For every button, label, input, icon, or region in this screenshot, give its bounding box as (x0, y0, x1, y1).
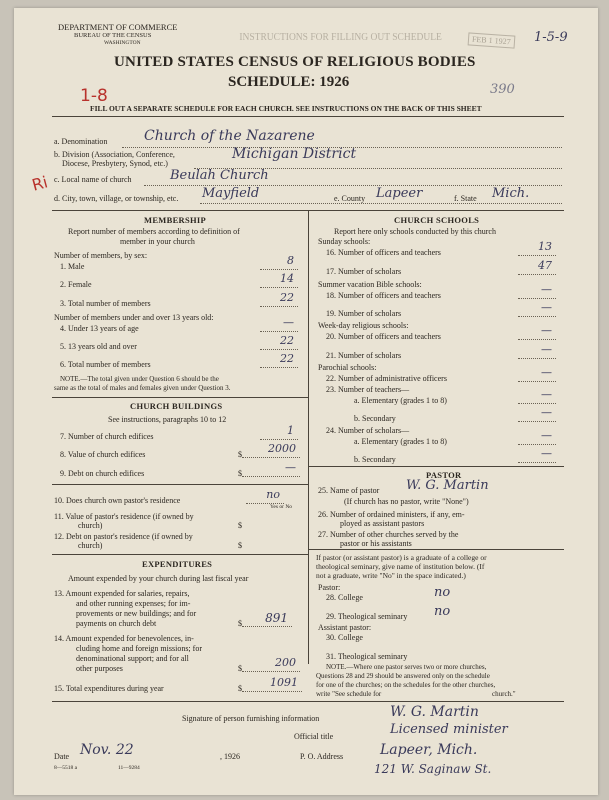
q1-value: 8 (287, 254, 294, 267)
local-name-label: c. Local name of church (54, 175, 132, 184)
q14-label-2: cluding home and foreign missions; for (76, 644, 202, 653)
answer-line (518, 462, 556, 463)
rule (52, 397, 308, 398)
state-label: f. State (454, 194, 477, 203)
q21-label: 21. Number of scholars (326, 351, 402, 360)
corner-note: 1-5-9 (534, 30, 568, 45)
answer-line (242, 671, 300, 672)
answer-line (260, 439, 298, 440)
dollar-sign: $ (238, 619, 242, 628)
instruction-2: theological seminary, give name of institution below. (If (316, 562, 485, 571)
dollar-sign: $ (238, 450, 242, 459)
answer-line (260, 349, 298, 350)
q20-value: — (541, 324, 552, 337)
q7-label: 7. Number of church edifices (60, 432, 154, 441)
pastor-note-2: Questions 28 and 29 should be answered only on the schedule (316, 672, 490, 680)
county-label: e. County (334, 194, 366, 203)
division-label: b. Division (Association, Conference, (54, 150, 175, 159)
denomination-label: a. Denomination (54, 137, 108, 146)
q9-label: 9. Debt on church edifices (60, 469, 145, 478)
dollar-sign: $ (238, 664, 242, 673)
answer-line (260, 306, 298, 307)
answer-line (260, 287, 298, 288)
form-title: UNITED STATES CENSUS OF RELIGIOUS BODIES (114, 54, 476, 70)
answer-line (246, 503, 284, 504)
q23b-value: — (541, 406, 552, 419)
answer-line (260, 269, 298, 270)
pastor-note-5: church." (492, 690, 516, 698)
q21-value: — (541, 343, 552, 356)
answer-line (518, 255, 556, 256)
q14-value: 200 (275, 656, 296, 669)
faded-reverse-text: INSTRUCTIONS FOR FILLING OUT SCHEDULE (239, 32, 442, 43)
q11-label: 11. Value of pastor's residence (if owned by (54, 512, 194, 521)
weekday-label: Week-day religious schools: (318, 321, 409, 330)
q17-value: 47 (538, 259, 552, 272)
signature-value: W. G. Martin (390, 704, 479, 720)
city-field-value: Mayfield (202, 186, 260, 201)
red-mark-left: 1-8 (80, 86, 108, 106)
summer-label: Summer vacation Bible schools: (318, 280, 422, 289)
q14-label-4: other purposes (76, 664, 123, 673)
q4-label: 4. Under 13 years of age (60, 324, 139, 333)
field-line (200, 203, 562, 204)
q20-label: 20. Number of officers and teachers (326, 332, 441, 341)
expenditures-title: EXPENDITURES (142, 559, 213, 569)
by-sex-label: Number of members, by sex: (54, 251, 148, 260)
q19-value: — (541, 301, 552, 314)
q10-label: 10. Does church own pastor's residence (54, 496, 181, 505)
schools-sub: Report here only schools conducted by this church (334, 227, 496, 236)
instruction-1: If pastor (or assistant pastor) is a graduate of a college or (316, 553, 487, 562)
rule (52, 484, 308, 485)
q15-value: 1091 (270, 676, 298, 689)
q5-label: 5. 13 years old and over (60, 342, 137, 351)
q5-value: 22 (280, 334, 294, 347)
q28-value: no (434, 585, 451, 600)
bureau-label: BUREAU OF THE CENSUS (74, 32, 152, 39)
street-address: 121 W. Saginaw St. (374, 762, 492, 776)
local-name-value: Beulah Church (170, 168, 269, 183)
answer-line (242, 476, 300, 477)
city-label: WASHINGTON (104, 40, 141, 46)
q2-value: 14 (280, 272, 294, 285)
q23a-label: a. Elementary (grades 1 to 8) (354, 396, 447, 405)
answer-line (518, 403, 556, 404)
q13-value: 891 (265, 611, 288, 625)
yes-or-no-caption: Yes or No (270, 504, 293, 510)
q6-label: 6. Total number of members (60, 360, 151, 369)
q22-label: 22. Number of administrative officers (326, 374, 447, 383)
schedule-title: SCHEDULE: 1926 (228, 74, 350, 90)
q13-label-2: and other running expenses; for im- (76, 599, 191, 608)
schools-title: CHURCH SCHOOLS (394, 215, 480, 225)
rule (52, 116, 564, 117)
division-value: Michigan District (232, 146, 357, 162)
q13-label-3: provements or new buildings; and for (76, 609, 197, 618)
q23-label: 23. Number of teachers— (326, 385, 410, 394)
q14-label-1: 14. Amount expended for benevolences, in- (54, 634, 194, 643)
q13-label-4: payments on church debt (76, 619, 157, 628)
answer-line (260, 331, 298, 332)
q29-value: no (434, 604, 451, 619)
buildings-sub: See instructions, paragraphs 10 to 12 (108, 415, 227, 424)
q11-label-2: church) (78, 521, 103, 530)
official-title-label: Official title (294, 732, 334, 741)
pastor-subhead: Pastor: (318, 583, 341, 592)
assistant-subhead: Assistant pastor: (318, 623, 372, 632)
form-number: 8—5518 a (54, 765, 78, 771)
signature-label: Signature of person furnishing information (182, 714, 320, 723)
division-label-2: Diocese, Presbytery, Synod, etc.) (62, 159, 168, 168)
answer-line (518, 339, 556, 340)
q4-value: — (283, 316, 294, 329)
red-mark-ri: Ri (29, 172, 50, 195)
rule (52, 701, 564, 702)
q7-value: 1 (287, 424, 294, 437)
answer-line (518, 298, 556, 299)
q23a-value: — (541, 388, 552, 401)
q2-label: 2. Female (60, 280, 92, 289)
q24b-label: b. Secondary (354, 455, 396, 464)
rule (52, 554, 308, 555)
q25-note: (If church has no pastor, write "None") (344, 497, 469, 506)
po-address-label: P. O. Address (300, 752, 344, 761)
q26-label-2: ployed as assistant pastors (340, 519, 425, 528)
q24b-value: — (541, 447, 552, 460)
q30-label: 30. College (326, 633, 363, 642)
answer-line (518, 381, 556, 382)
q24a-label: a. Elementary (grades 1 to 8) (354, 437, 447, 446)
answer-line (518, 358, 556, 359)
answer-line (518, 316, 556, 317)
pastor-note-1: NOTE.—Where one pastor serves two or more churches, (326, 663, 487, 671)
dollar-sign: $ (238, 684, 242, 693)
q3-value: 22 (280, 291, 294, 304)
state-value: Mich. (492, 186, 530, 201)
received-stamp: FEB 1 1927 (468, 32, 515, 48)
membership-note-2: same as the total of males and females given under Question 3. (54, 384, 231, 392)
q18-value: — (541, 283, 552, 296)
q22-value: — (541, 366, 552, 379)
pastor-note-4: write "See schedule for (316, 690, 382, 698)
denomination-value: Church of the Nazarene (144, 128, 315, 144)
membership-sub1: Report number of members according to definition of (68, 227, 240, 236)
dollar-sign: $ (238, 541, 242, 550)
membership-sub2: member in your church (120, 237, 195, 246)
answer-line (518, 421, 556, 422)
age-label: Number of members under and over 13 years old: (54, 313, 214, 322)
instruction-line: FILL OUT A SEPARATE SCHEDULE FOR EACH CHURCH. SEE INSTRUCTIONS ON THE BACK OF THIS SHEET (90, 104, 482, 113)
instruction-3: not a graduate, write "No" in the space indicated.) (316, 571, 466, 580)
date-year: , 1926 (220, 752, 240, 761)
q19-label: 19. Number of scholars (326, 309, 402, 318)
answer-line (518, 444, 556, 445)
expenditures-sub: Amount expended by your church during last fiscal year (68, 574, 249, 583)
census-schedule-sheet (14, 8, 598, 795)
q8-value: 2000 (268, 442, 296, 455)
q31-label: 31. Theological seminary (326, 652, 408, 661)
q16-value: 13 (538, 240, 552, 253)
schedule-number: 390 (490, 82, 515, 97)
date-label: Date (54, 752, 70, 761)
date-value: Nov. 22 (80, 742, 134, 758)
q16-label: 16. Number of officers and teachers (326, 248, 441, 257)
q12-label: 12. Debt on pastor's residence (if owned by (54, 532, 193, 541)
dollar-sign: $ (238, 469, 242, 478)
q17-label: 17. Number of scholars (326, 267, 402, 276)
form-number-2: 11—9284 (118, 765, 140, 771)
q14-label-3: denominational support; and for all (76, 654, 189, 663)
column-divider (308, 210, 309, 664)
q24a-value: — (541, 429, 552, 442)
q6-value: 22 (280, 352, 294, 365)
county-value: Lapeer (376, 186, 423, 201)
q10-value: no (266, 488, 280, 501)
rule (308, 466, 564, 467)
official-title-value: Licensed minister (390, 722, 508, 737)
rule (308, 549, 564, 550)
q9-value: — (285, 461, 296, 474)
po-address-value: Lapeer, Mich. (380, 742, 478, 758)
q26-label-1: 26. Number of ordained ministers, if any, em- (318, 510, 465, 519)
answer-line (242, 626, 292, 627)
pastor-title: PASTOR (426, 470, 462, 480)
q15-label: 15. Total expenditures during year (54, 684, 164, 693)
q18-label: 18. Number of officers and teachers (326, 291, 441, 300)
answer-line (242, 691, 302, 692)
q27-label-2: pastor or his assistants (340, 539, 412, 548)
q3-label: 3. Total number of members (60, 299, 151, 308)
q24-label: 24. Number of scholars— (326, 426, 410, 435)
q8-label: 8. Value of church edifices (60, 450, 146, 459)
q25-label: 25. Name of pastor (318, 486, 380, 495)
parochial-label: Parochial schools: (318, 363, 377, 372)
q23b-label: b. Secondary (354, 414, 396, 423)
city-field-label: d. City, town, village, or township, etc. (54, 194, 179, 203)
answer-line (242, 457, 300, 458)
department-label: DEPARTMENT OF COMMERCE (58, 22, 178, 32)
pastor-note-3: for one of the churches; on the schedules for the other churches, (316, 681, 496, 689)
q1-label: 1. Male (60, 262, 85, 271)
q25-value: W. G. Martin (406, 478, 489, 493)
answer-line (260, 367, 298, 368)
q13-label-1: 13. Amount expended for salaries, repairs, (54, 589, 190, 598)
q12-label-2: church) (78, 541, 103, 550)
sunday-label: Sunday schools: (318, 237, 371, 246)
q29-label: 29. Theological seminary (326, 612, 408, 621)
answer-line (518, 274, 556, 275)
q27-label-1: 27. Number of other churches served by the (318, 530, 459, 539)
membership-note-1: NOTE.—The total given under Question 6 should be the (60, 375, 219, 383)
dollar-sign: $ (238, 521, 242, 530)
membership-title: MEMBERSHIP (144, 215, 207, 225)
buildings-title: CHURCH BUILDINGS (130, 401, 223, 411)
q28-label: 28. College (326, 593, 363, 602)
